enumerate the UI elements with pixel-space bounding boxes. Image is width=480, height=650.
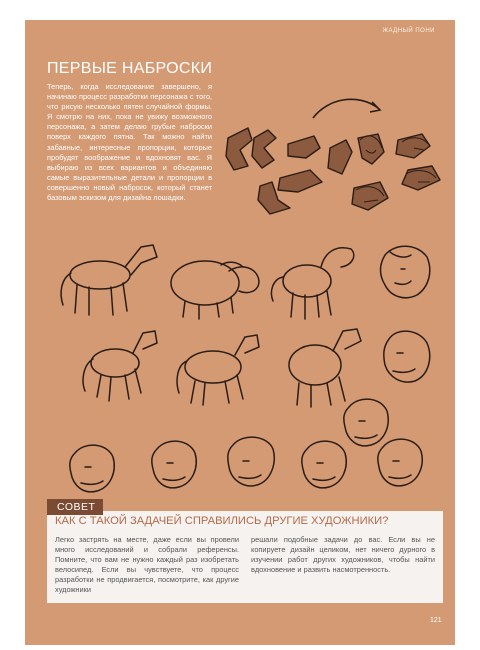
- pony-head-sketch-2: [384, 331, 430, 382]
- pony-sketch-2: [171, 261, 259, 319]
- tip-heading: КАК С ТАКОЙ ЗАДАЧЕЙ СПРАВИЛИСЬ ДРУГИЕ ХУДОЖНИКИ?: [55, 515, 389, 527]
- tip-box: [47, 511, 443, 603]
- pony-sketch-1: [61, 245, 157, 315]
- tip-label: СОВЕТ: [47, 499, 103, 515]
- blob-shape: [402, 166, 440, 190]
- pony-sketch-3: [271, 248, 353, 319]
- pony-head-sketch-8: [378, 439, 422, 486]
- pony-sketch-grid: [45, 235, 445, 505]
- running-head: ЖАДНЫЙ ПОНИ: [382, 28, 435, 34]
- pony-head-sketch-5: [152, 441, 196, 488]
- tip-text-column-2: решали подобные задачи до вас. Если вы не копируете дизайн целиком, нет ничего дурного в изучении работ других художников, чтобы найти вдохновение и развить насмотренность.: [251, 535, 435, 575]
- blob-shape: [352, 182, 388, 210]
- book-page: [25, 20, 455, 645]
- pony-head-sketch-6: [228, 437, 274, 486]
- pony-head-sketch-3: [344, 399, 388, 446]
- pony-sketch-4: [83, 331, 157, 401]
- blob-shape: [252, 130, 276, 168]
- tip-text-column-1: Легко застрять на месте, даже если вы провели много исследований и собрали референсы. Помните, что вам не нужно каждый раз изобретать велосипед. Если вы чувствуете, что процесс разработки не продвигается, посмотрите, как другие художники: [55, 535, 239, 595]
- pony-sketch-5: [177, 335, 259, 405]
- section-title: ПЕРВЫЕ НАБРОСКИ: [47, 60, 213, 77]
- pony-head-sketch-1: [381, 246, 430, 298]
- pony-head-sketch-7: [302, 441, 346, 488]
- pony-head-sketch-4: [70, 445, 114, 492]
- curved-arrow: [313, 99, 378, 118]
- page-number: 121: [430, 617, 442, 624]
- blob-shape: [288, 136, 320, 158]
- blob-shape: [278, 170, 322, 192]
- blob-sketches-illustration: [218, 78, 448, 228]
- pony-sketch-6: [289, 329, 361, 407]
- blob-shape: [328, 140, 352, 174]
- blob-shape: [226, 128, 252, 170]
- body-paragraph: Теперь, когда исследование завершено, я начинаю процесс разработки персонажа с того, что рисую несколько пятен случайной формы. Я смотрю на них, пока не увижу возможного персонажа, а затем делаю грубые наброски поверх каждого пятна. Так можно найти забавные, интересные пропорции, которые пробудят воображение и вдохновят вас. Я выбираю из всех вариантов и объединяю самые выразительные детали и пропорции в совершенно новый набросок, который станет базовым эскизом для дизайна лошадки.: [47, 82, 212, 203]
